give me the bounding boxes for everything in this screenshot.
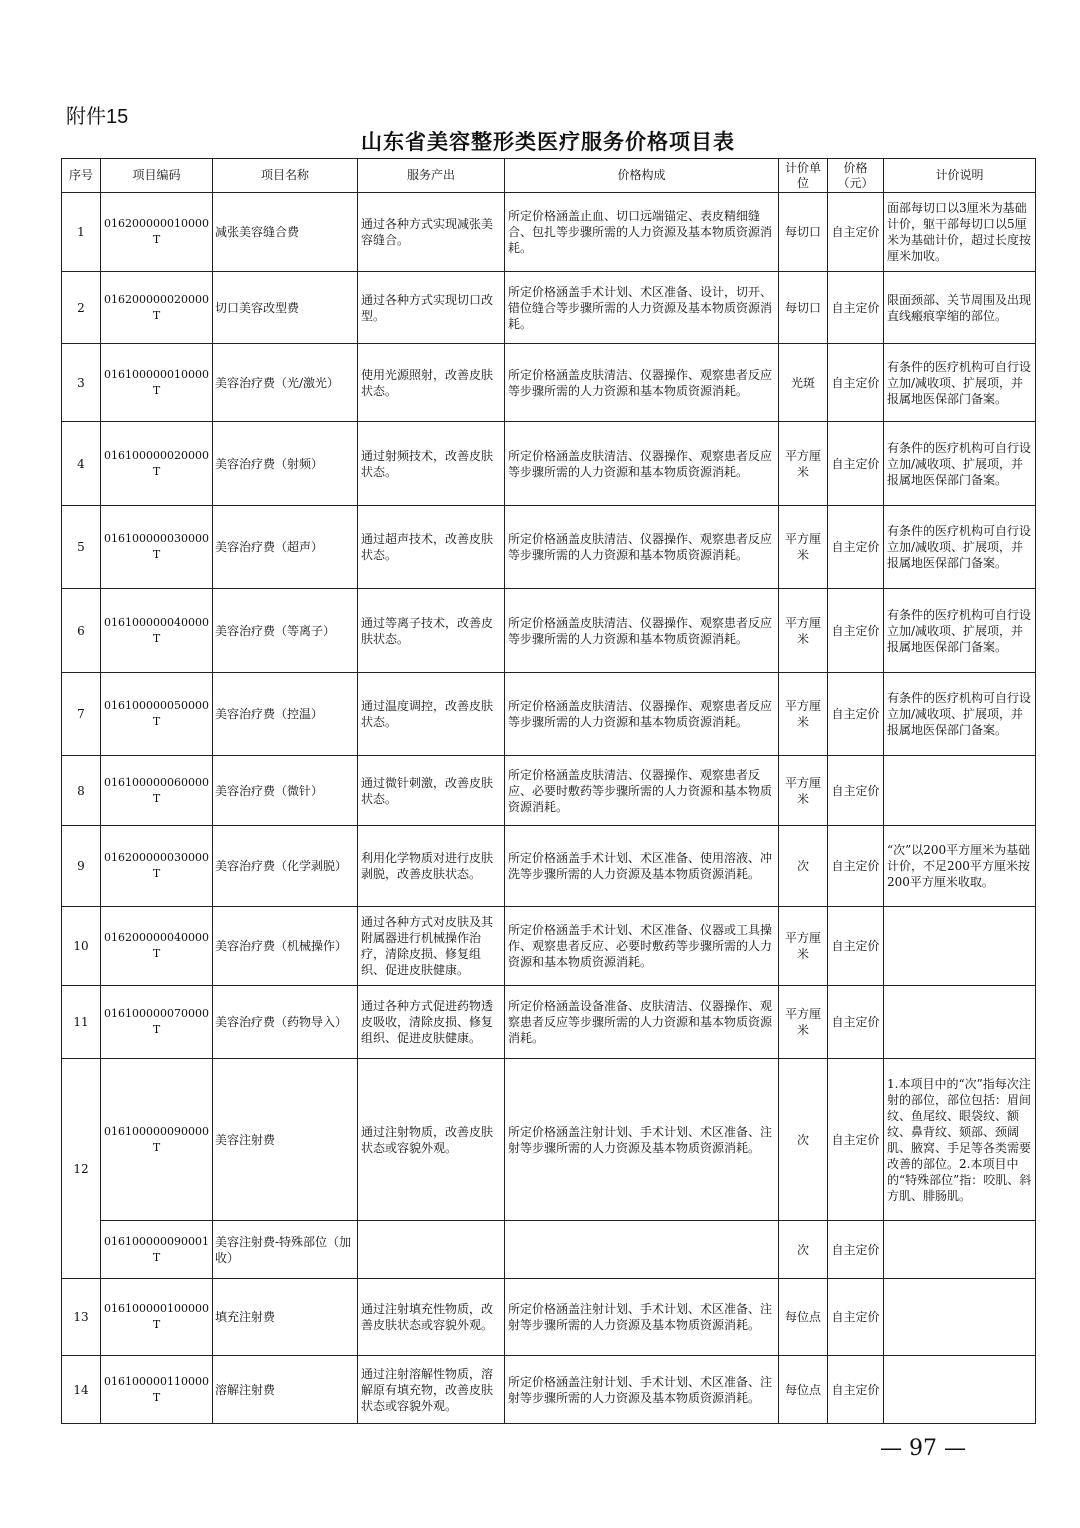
cell-name: 美容治疗费（等离子） xyxy=(213,589,358,673)
col-header-composition: 价格构成 xyxy=(505,159,779,193)
cell-code: 016100000040000T xyxy=(101,589,213,673)
cell-no: 10 xyxy=(62,907,101,986)
cell-price: 自主定价 xyxy=(828,907,884,986)
cell-code: 016100000030000T xyxy=(101,506,213,589)
cell-no: 4 xyxy=(62,422,101,506)
cell-unit: 平方厘米 xyxy=(779,907,828,986)
cell-output: 通过温度调控，改善皮肤状态。 xyxy=(358,673,505,756)
cell-note: 有条件的医疗机构可自行设立加/减收项、扩展项，并报属地医保部门备案。 xyxy=(884,422,1036,506)
cell-price: 自主定价 xyxy=(828,344,884,422)
cell-price: 自主定价 xyxy=(828,1059,884,1221)
cell-price: 自主定价 xyxy=(828,673,884,756)
cell-composition xyxy=(505,1221,779,1279)
cell-output: 通过注射物质，改善皮肤状态或容貌外观。 xyxy=(358,1059,505,1221)
cell-note: 限面颈部、关节周围及出现直线瘢痕挛缩的部位。 xyxy=(884,272,1036,344)
cell-note: 面部每切口以3厘米为基础计价，躯干部每切口以5厘米为基础计价，超过长度按厘米加收。 xyxy=(884,193,1036,272)
cell-code: 016100000050000T xyxy=(101,673,213,756)
cell-unit: 平方厘米 xyxy=(779,673,828,756)
cell-output: 通过超声技术，改善皮肤状态。 xyxy=(358,506,505,589)
cell-composition: 所定价格涵盖皮肤清洁、仪器操作、观察患者反应等步骤所需的人力资源和基本物质资源消耗。 xyxy=(505,673,779,756)
cell-note: 有条件的医疗机构可自行设立加/减收项、扩展项，并报属地医保部门备案。 xyxy=(884,589,1036,673)
cell-price: 自主定价 xyxy=(828,272,884,344)
cell-code: 016100000090000T xyxy=(101,1059,213,1221)
cell-code: 016100000060000T xyxy=(101,756,213,826)
col-header-code: 项目编码 xyxy=(101,159,213,193)
table-row xyxy=(62,986,1036,1059)
cell-price: 自主定价 xyxy=(828,1279,884,1356)
cell-output: 通过射频技术，改善皮肤状态。 xyxy=(358,422,505,506)
cell-composition: 所定价格涵盖皮肤清洁、仪器操作、观察患者反应等步骤所需的人力资源和基本物质资源消耗。 xyxy=(505,422,779,506)
cell-no: 12 xyxy=(62,1059,101,1279)
col-header-no: 序号 xyxy=(62,159,101,193)
cell-code: 016100000100000T xyxy=(101,1279,213,1356)
cell-output: 通过微针刺激，改善皮肤状态。 xyxy=(358,756,505,826)
col-header-unit: 计价单位 xyxy=(779,159,828,193)
cell-output: 通过各种方式实现减张美容缝合。 xyxy=(358,193,505,272)
cell-composition: 所定价格涵盖手术计划、术区准备、使用溶液、冲洗等步骤所需的人力资源及基本物质资源消耗。 xyxy=(505,826,779,907)
cell-price: 自主定价 xyxy=(828,589,884,673)
cell-name: 美容治疗费（超声） xyxy=(213,506,358,589)
cell-unit: 每位点 xyxy=(779,1279,828,1356)
table-row xyxy=(62,1221,1036,1279)
cell-unit: 每位点 xyxy=(779,1356,828,1424)
cell-output: 通过各种方式促进药物透皮吸收，清除皮损、修复组织、促进皮肤健康。 xyxy=(358,986,505,1059)
cell-code: 016100000010000T xyxy=(101,344,213,422)
cell-output: 使用光源照射，改善皮肤状态。 xyxy=(358,344,505,422)
cell-no: 6 xyxy=(62,589,101,673)
cell-code: 016200000030000T xyxy=(101,826,213,907)
cell-composition: 所定价格涵盖皮肤清洁、仪器操作、观察患者反应等步骤所需的人力资源和基本物质资源消耗。 xyxy=(505,506,779,589)
cell-name: 减张美容缝合费 xyxy=(213,193,358,272)
cell-note: 有条件的医疗机构可自行设立加/减收项、扩展项，并报属地医保部门备案。 xyxy=(884,506,1036,589)
cell-name: 美容注射费 xyxy=(213,1059,358,1221)
price-table xyxy=(61,158,1036,1424)
cell-unit: 平方厘米 xyxy=(779,506,828,589)
cell-price: 自主定价 xyxy=(828,1356,884,1424)
cell-price: 自主定价 xyxy=(828,422,884,506)
cell-unit: 平方厘米 xyxy=(779,756,828,826)
table-row xyxy=(62,1279,1036,1356)
table-row xyxy=(62,673,1036,756)
cell-composition: 所定价格涵盖注射计划、手术计划、术区准备、注射等步骤所需的人力资源及基本物质资源消耗。 xyxy=(505,1356,779,1424)
cell-output: 通过等离子技术，改善皮肤状态。 xyxy=(358,589,505,673)
cell-no: 14 xyxy=(62,1356,101,1424)
attachment-label: 附件15 xyxy=(66,106,129,128)
cell-code: 016200000040000T xyxy=(101,907,213,986)
cell-note xyxy=(884,986,1036,1059)
cell-no: 8 xyxy=(62,756,101,826)
cell-note xyxy=(884,1356,1036,1424)
table-row xyxy=(62,589,1036,673)
cell-unit: 次 xyxy=(779,826,828,907)
cell-name: 溶解注射费 xyxy=(213,1356,358,1424)
cell-no: 9 xyxy=(62,826,101,907)
cell-unit: 光斑 xyxy=(779,344,828,422)
cell-name: 美容治疗费（光/激光） xyxy=(213,344,358,422)
cell-output xyxy=(358,1221,505,1279)
cell-unit: 平方厘米 xyxy=(779,422,828,506)
cell-unit: 每切口 xyxy=(779,272,828,344)
cell-composition: 所定价格涵盖皮肤清洁、仪器操作、观察患者反应等步骤所需的人力资源和基本物质资源消耗。 xyxy=(505,589,779,673)
cell-note: 有条件的医疗机构可自行设立加/减收项、扩展项，并报属地医保部门备案。 xyxy=(884,344,1036,422)
cell-name: 美容治疗费（控温） xyxy=(213,673,358,756)
cell-code: 016100000090001T xyxy=(101,1221,213,1279)
cell-unit: 次 xyxy=(779,1059,828,1221)
cell-composition: 所定价格涵盖皮肤清洁、仪器操作、观察患者反应等步骤所需的人力资源和基本物质资源消耗。 xyxy=(505,344,779,422)
cell-note xyxy=(884,756,1036,826)
table-row xyxy=(62,422,1036,506)
col-header-output: 服务产出 xyxy=(358,159,505,193)
col-header-note: 计价说明 xyxy=(884,159,1036,193)
cell-code: 016100000110000T xyxy=(101,1356,213,1424)
table-row xyxy=(62,193,1036,272)
page-title: 山东省美容整形类医疗服务价格项目表 xyxy=(361,129,735,154)
cell-note xyxy=(884,1279,1036,1356)
cell-note: 1.本项目中的“次”指每次注射的部位，部位包括：眉间纹、鱼尾纹、眼袋纹、额纹、鼻背纹、颏部、颈阔肌、腋窝、手足等各类需要改善的部位。2.本项目中的“特殊部位”指：咬肌、斜方肌、腓肠肌。 xyxy=(884,1059,1036,1221)
cell-output: 通过各种方式实现切口改型。 xyxy=(358,272,505,344)
cell-no: 13 xyxy=(62,1279,101,1356)
cell-code: 016100000070000T xyxy=(101,986,213,1059)
table-row xyxy=(62,272,1036,344)
cell-price: 自主定价 xyxy=(828,986,884,1059)
cell-name: 切口美容改型费 xyxy=(213,272,358,344)
cell-output: 通过注射填充性物质，改善皮肤状态或容貌外观。 xyxy=(358,1279,505,1356)
table-row xyxy=(62,506,1036,589)
cell-composition: 所定价格涵盖设备准备、皮肤清洁、仪器操作、观察患者反应等步骤所需的人力资源和基本物质资源消耗。 xyxy=(505,986,779,1059)
cell-name: 填充注射费 xyxy=(213,1279,358,1356)
cell-output: 通过各种方式对皮肤及其附属器进行机械操作治疗，清除皮损、修复组织、促进皮肤健康。 xyxy=(358,907,505,986)
cell-note xyxy=(884,907,1036,986)
cell-composition: 所定价格涵盖手术计划、术区准备、仪器或工具操作、观察患者反应、必要时敷药等步骤所需的人力资源和基本物质资源消耗。 xyxy=(505,907,779,986)
cell-no: 2 xyxy=(62,272,101,344)
cell-note xyxy=(884,1221,1036,1279)
table-row xyxy=(62,756,1036,826)
cell-price: 自主定价 xyxy=(828,506,884,589)
cell-unit: 每切口 xyxy=(779,193,828,272)
cell-price: 自主定价 xyxy=(828,756,884,826)
cell-output: 利用化学物质对进行皮肤剥脱，改善皮肤状态。 xyxy=(358,826,505,907)
cell-price: 自主定价 xyxy=(828,826,884,907)
cell-code: 016100000020000T xyxy=(101,422,213,506)
cell-no: 3 xyxy=(62,344,101,422)
table-row xyxy=(62,1356,1036,1424)
cell-price: 自主定价 xyxy=(828,193,884,272)
cell-composition: 所定价格涵盖注射计划、手术计划、术区准备、注射等步骤所需的人力资源及基本物质资源消耗。 xyxy=(505,1279,779,1356)
cell-unit: 次 xyxy=(779,1221,828,1279)
cell-composition: 所定价格涵盖手术计划、术区准备、设计，切开、错位缝合等步骤所需的人力资源及基本物质资源消耗。 xyxy=(505,272,779,344)
cell-no: 11 xyxy=(62,986,101,1059)
cell-composition: 所定价格涵盖注射计划、手术计划、术区准备、注射等步骤所需的人力资源及基本物质资源消耗。 xyxy=(505,1059,779,1221)
cell-name: 美容治疗费（药物导入） xyxy=(213,986,358,1059)
page-number: — 97 — xyxy=(880,1436,966,1461)
cell-price: 自主定价 xyxy=(828,1221,884,1279)
cell-output: 通过注射溶解性物质，溶解原有填充物，改善皮肤状态或容貌外观。 xyxy=(358,1356,505,1424)
cell-note: “次”以200平方厘米为基础计价，不足200平方厘米按200平方厘米收取。 xyxy=(884,826,1036,907)
cell-no: 5 xyxy=(62,506,101,589)
cell-code: 016200000010000T xyxy=(101,193,213,272)
table-row xyxy=(62,1059,1036,1221)
cell-name: 美容治疗费（化学剥脱） xyxy=(213,826,358,907)
cell-composition: 所定价格涵盖皮肤清洁、仪器操作、观察患者反应、必要时敷药等步骤所需的人力资源和基本物质资源消耗。 xyxy=(505,756,779,826)
cell-name: 美容治疗费（机械操作） xyxy=(213,907,358,986)
col-header-price: 价格（元） xyxy=(828,159,884,193)
cell-name: 美容治疗费（射频） xyxy=(213,422,358,506)
col-header-name: 项目名称 xyxy=(213,159,358,193)
cell-composition: 所定价格涵盖止血、切口远端锚定、表皮精细缝合、包扎等步骤所需的人力资源及基本物质资源消耗。 xyxy=(505,193,779,272)
table-row xyxy=(62,907,1036,986)
cell-no: 7 xyxy=(62,673,101,756)
cell-unit: 平方厘米 xyxy=(779,986,828,1059)
table-row xyxy=(62,344,1036,422)
cell-note: 有条件的医疗机构可自行设立加/减收项、扩展项，并报属地医保部门备案。 xyxy=(884,673,1036,756)
cell-no: 1 xyxy=(62,193,101,272)
cell-code: 016200000020000T xyxy=(101,272,213,344)
cell-name: 美容治疗费（微针） xyxy=(213,756,358,826)
cell-unit: 平方厘米 xyxy=(779,589,828,673)
cell-name: 美容注射费-特殊部位（加收） xyxy=(213,1221,358,1279)
table-header-row xyxy=(62,159,1036,193)
table-row xyxy=(62,826,1036,907)
